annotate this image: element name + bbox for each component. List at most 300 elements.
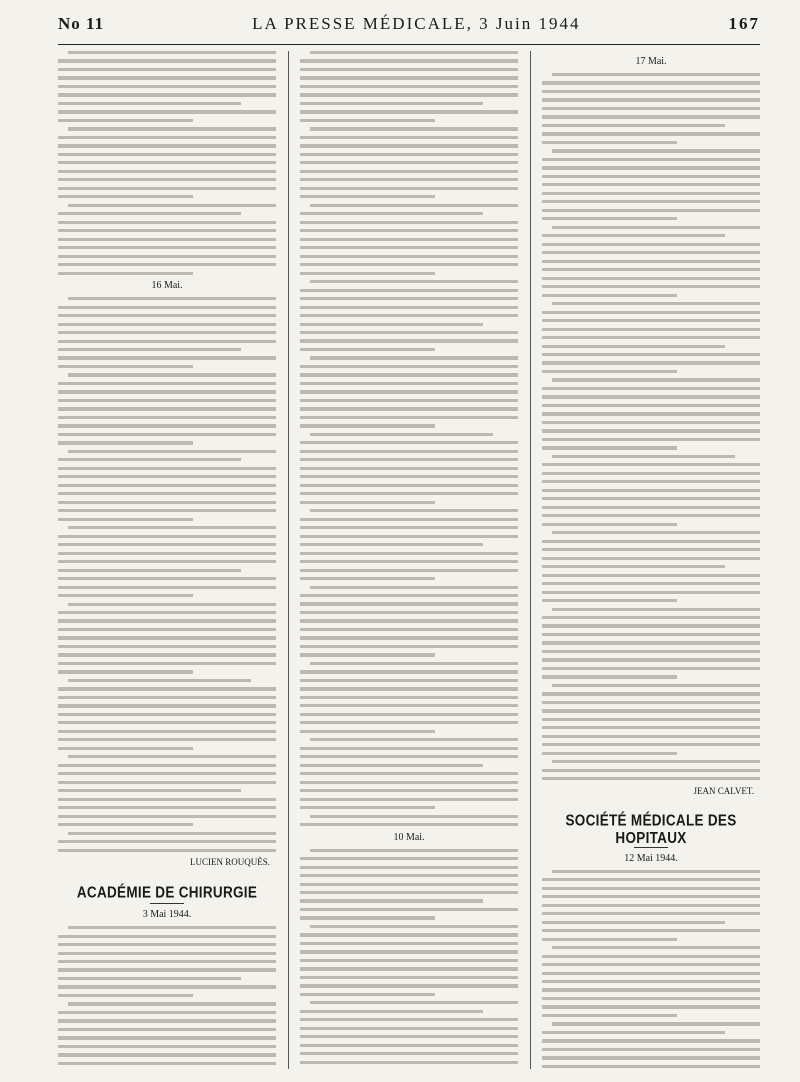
text-line-placeholder (300, 916, 435, 919)
text-line-placeholder (542, 234, 725, 237)
text-line-placeholder (300, 331, 518, 334)
text-line-placeholder (542, 718, 760, 721)
text-line-placeholder (300, 772, 518, 775)
text-line-placeholder (542, 489, 760, 492)
text-line-placeholder (300, 323, 483, 326)
text-line-placeholder (58, 806, 276, 809)
text-line-placeholder (542, 200, 760, 203)
text-line-placeholder (300, 1035, 518, 1038)
text-line-placeholder (310, 815, 518, 818)
text-line-placeholder (58, 212, 241, 215)
text-line-placeholder (542, 752, 677, 755)
text-line-placeholder (542, 90, 760, 93)
text-line-placeholder (300, 874, 518, 877)
text-line-placeholder (58, 170, 276, 173)
text-line-placeholder (58, 636, 276, 639)
text-line-placeholder (68, 755, 276, 758)
text-line-placeholder (300, 170, 518, 173)
text-line-placeholder (542, 667, 760, 670)
text-line-placeholder (542, 514, 760, 517)
text-line-placeholder (300, 85, 518, 88)
text-line-placeholder (542, 81, 760, 84)
text-line-placeholder (300, 866, 518, 869)
text-line-placeholder (542, 328, 760, 331)
text-line-placeholder (58, 738, 276, 741)
text-block-5 (300, 849, 518, 1069)
text-line-placeholder (300, 339, 518, 342)
text-line-placeholder (58, 161, 276, 164)
text-line-placeholder (300, 857, 518, 860)
text-line-placeholder (300, 569, 518, 572)
text-line-placeholder (58, 314, 276, 317)
column-2 (288, 51, 518, 1069)
text-line-placeholder (542, 955, 760, 958)
text-line-placeholder (300, 976, 518, 979)
text-line-placeholder (542, 446, 677, 449)
text-line-placeholder (58, 823, 193, 826)
text-line-placeholder (542, 709, 760, 712)
text-line-placeholder (542, 395, 760, 398)
text-line-placeholder (300, 450, 518, 453)
text-line-placeholder (300, 399, 518, 402)
text-line-placeholder (542, 387, 760, 390)
text-line-placeholder (552, 684, 760, 687)
text-line-placeholder (58, 178, 276, 181)
text-line-placeholder (300, 781, 518, 784)
text-line-placeholder (58, 577, 276, 580)
text-line-placeholder (58, 849, 276, 852)
text-line-placeholder (300, 373, 518, 376)
text-line-placeholder (58, 645, 276, 648)
text-line-placeholder (542, 904, 760, 907)
text-line-placeholder (542, 243, 760, 246)
text-line-placeholder (58, 1036, 276, 1039)
text-line-placeholder (300, 602, 518, 605)
text-line-placeholder (58, 136, 276, 139)
text-line-placeholder (58, 1053, 276, 1056)
text-line-placeholder (300, 314, 518, 317)
text-line-placeholder (310, 204, 518, 207)
text-line-placeholder (58, 662, 276, 665)
text-line-placeholder (542, 997, 760, 1000)
text-line-placeholder (58, 619, 276, 622)
text-line-placeholder (300, 636, 518, 639)
text-line-placeholder (542, 370, 677, 373)
text-line-placeholder (542, 929, 760, 932)
text-line-placeholder (552, 226, 760, 229)
text-line-placeholder (542, 769, 760, 772)
text-line-placeholder (542, 1048, 760, 1051)
text-line-placeholder (542, 650, 760, 653)
text-line-placeholder (300, 518, 518, 521)
text-line-placeholder (542, 921, 725, 924)
text-line-placeholder (300, 950, 518, 953)
section-rule (634, 847, 668, 848)
text-line-placeholder (300, 594, 518, 597)
text-line-placeholder (58, 518, 193, 521)
text-line-placeholder (58, 935, 276, 938)
text-line-placeholder (58, 535, 276, 538)
text-line-placeholder (300, 891, 518, 894)
text-line-placeholder (58, 221, 276, 224)
text-line-placeholder (58, 994, 193, 997)
text-line-placeholder (58, 1019, 276, 1022)
text-line-placeholder (542, 404, 760, 407)
text-line-placeholder (300, 93, 518, 96)
text-line-placeholder (542, 412, 760, 415)
text-line-placeholder (542, 472, 760, 475)
text-line-placeholder (58, 416, 276, 419)
text-line-placeholder (542, 506, 760, 509)
text-line-placeholder (58, 696, 276, 699)
text-line-placeholder (58, 441, 193, 444)
text-line-placeholder (58, 569, 241, 572)
text-line-placeholder (300, 68, 518, 71)
text-line-placeholder (58, 306, 276, 309)
text-line-placeholder (542, 878, 760, 881)
text-line-placeholder (300, 365, 518, 368)
text-line-placeholder (58, 840, 276, 843)
text-line-placeholder (300, 59, 518, 62)
text-line-placeholder (542, 438, 760, 441)
text-line-placeholder (300, 959, 518, 962)
text-line-placeholder (68, 127, 276, 130)
text-line-placeholder (542, 251, 760, 254)
text-line-placeholder (552, 378, 760, 381)
text-line-placeholder (58, 187, 276, 190)
text-line-placeholder (58, 110, 276, 113)
text-line-placeholder (58, 238, 276, 241)
text-line-placeholder (58, 789, 241, 792)
text-line-placeholder (300, 153, 518, 156)
text-line-placeholder (542, 183, 760, 186)
section-date: 3 Mai 1944. (142, 909, 192, 921)
text-line-placeholder (58, 730, 276, 733)
text-line-placeholder (58, 952, 276, 955)
text-line-placeholder (300, 1027, 518, 1030)
text-line-placeholder (542, 591, 760, 594)
text-line-placeholder (58, 433, 276, 436)
text-line-placeholder (300, 263, 518, 266)
text-line-placeholder (58, 93, 276, 96)
text-line-placeholder (300, 993, 435, 996)
text-line-placeholder (58, 1011, 276, 1014)
text-line-placeholder (68, 51, 276, 54)
text-line-placeholder (58, 229, 276, 232)
text-line-placeholder (542, 429, 760, 432)
text-line-placeholder (542, 895, 760, 898)
text-line-placeholder (300, 382, 518, 385)
text-line-placeholder (542, 1005, 760, 1008)
text-line-placeholder (552, 531, 760, 534)
text-line-placeholder (542, 692, 760, 695)
text-line-placeholder (300, 144, 518, 147)
text-line-placeholder (58, 960, 276, 963)
text-line-placeholder (542, 277, 760, 280)
text-line-placeholder (300, 306, 518, 309)
text-line-placeholder (300, 899, 483, 902)
text-line-placeholder (542, 726, 760, 729)
text-line-placeholder (310, 433, 493, 436)
text-line-placeholder (300, 1061, 518, 1064)
text-line-placeholder (58, 1045, 276, 1048)
masthead (58, 14, 760, 40)
text-line-placeholder (542, 353, 760, 356)
text-line-placeholder (542, 777, 760, 780)
text-line-placeholder (542, 582, 760, 585)
text-line-placeholder (552, 760, 760, 763)
text-line-placeholder (58, 552, 276, 555)
text-line-placeholder (58, 713, 276, 716)
text-line-placeholder (300, 645, 518, 648)
text-line-placeholder (300, 467, 518, 470)
dateline: 17 Mai. (635, 56, 667, 67)
text-line-placeholder (542, 624, 760, 627)
text-line-placeholder (58, 943, 276, 946)
text-line-placeholder (542, 523, 677, 526)
text-line-placeholder (300, 441, 518, 444)
text-line-placeholder (300, 670, 518, 673)
author-signature: LUCIEN ROUQUÈS. (190, 857, 270, 868)
text-line-placeholder (300, 543, 483, 546)
text-line-placeholder (68, 1002, 276, 1005)
dateline: 16 Mai. (151, 280, 183, 292)
text-line-placeholder (552, 73, 760, 76)
text-line-placeholder (58, 764, 276, 767)
text-line-placeholder (300, 484, 518, 487)
text-line-placeholder (58, 798, 276, 801)
text-line-placeholder (552, 302, 760, 305)
text-line-placeholder (300, 933, 518, 936)
dateline: 10 Mai. (393, 831, 425, 843)
text-line-placeholder (542, 938, 677, 941)
text-line-placeholder (68, 204, 276, 207)
text-line-placeholder (68, 450, 276, 453)
text-line-placeholder (58, 815, 276, 818)
journal-title: LA PRESSE MÉDICALE, 3 Juin 1944 (252, 14, 581, 33)
text-line-placeholder (58, 977, 241, 980)
text-line-placeholder (300, 967, 518, 970)
text-line-placeholder (300, 348, 435, 351)
text-line-placeholder (542, 345, 725, 348)
text-line-placeholder (542, 701, 760, 704)
text-line-placeholder (542, 540, 760, 543)
text-line-placeholder (542, 268, 760, 271)
text-line-placeholder (58, 721, 276, 724)
text-line-placeholder (300, 195, 435, 198)
text-line-placeholder (58, 509, 276, 512)
text-line-placeholder (542, 166, 760, 169)
text-line-placeholder (300, 110, 518, 113)
text-line-placeholder (58, 747, 193, 750)
text-line-placeholder (58, 348, 241, 351)
text-line-placeholder (542, 574, 760, 577)
text-line-placeholder (58, 263, 276, 266)
text-line-placeholder (542, 1014, 677, 1017)
text-line-placeholder (58, 68, 276, 71)
text-line-placeholder (542, 124, 725, 127)
text-line-placeholder (542, 107, 760, 110)
text-line-placeholder (300, 212, 483, 215)
text-line-placeholder (542, 421, 760, 424)
text-line-placeholder (300, 942, 518, 945)
text-line-placeholder (300, 577, 435, 580)
text-line-placeholder (300, 76, 518, 79)
text-line-placeholder (58, 484, 276, 487)
text-line-placeholder (300, 416, 518, 419)
text-line-placeholder (58, 704, 276, 707)
text-line-placeholder (542, 735, 760, 738)
text-block-1 (58, 51, 276, 275)
text-line-placeholder (542, 599, 677, 602)
text-line-placeholder (542, 175, 760, 178)
text-line-placeholder (542, 972, 760, 975)
text-line-placeholder (300, 390, 518, 393)
text-line-placeholder (542, 285, 760, 288)
text-line-placeholder (300, 238, 518, 241)
text-line-placeholder (310, 586, 518, 589)
masthead-rule (58, 44, 760, 45)
text-line-placeholder (542, 294, 677, 297)
text-line-placeholder (300, 721, 518, 724)
text-line-placeholder (58, 76, 276, 79)
text-line-placeholder (542, 887, 760, 890)
text-line-placeholder (300, 619, 518, 622)
text-line-placeholder (58, 458, 241, 461)
text-line-placeholder (300, 713, 518, 716)
text-line-placeholder (300, 1010, 483, 1013)
text-line-placeholder (58, 272, 193, 275)
text-line-placeholder (300, 255, 518, 258)
text-line-placeholder (310, 1001, 518, 1004)
text-line-placeholder (542, 616, 760, 619)
text-line-placeholder (58, 323, 276, 326)
text-line-placeholder (300, 687, 518, 690)
text-block-2 (58, 297, 276, 852)
text-line-placeholder (542, 912, 760, 915)
text-line-placeholder (300, 535, 518, 538)
text-line-placeholder (300, 187, 518, 190)
text-line-placeholder (542, 132, 760, 135)
text-line-placeholder (58, 144, 276, 147)
text-line-placeholder (542, 743, 760, 746)
text-line-placeholder (300, 704, 518, 707)
author-signature: JEAN CALVET. (693, 785, 754, 796)
text-line-placeholder (58, 475, 276, 478)
text-line-placeholder (310, 51, 518, 54)
text-line-placeholder (58, 543, 276, 546)
text-line-placeholder (300, 823, 518, 826)
text-line-placeholder (58, 119, 193, 122)
text-line-placeholder (300, 272, 435, 275)
text-line-placeholder (58, 467, 276, 470)
text-line-placeholder (300, 221, 518, 224)
text-line-placeholder (58, 781, 276, 784)
text-line-placeholder (300, 246, 518, 249)
text-line-placeholder (310, 849, 518, 852)
text-line-placeholder (58, 407, 276, 410)
text-line-placeholder (58, 628, 276, 631)
text-line-placeholder (310, 356, 518, 359)
text-line-placeholder (300, 764, 483, 767)
column-3 (530, 51, 760, 1069)
text-line-placeholder (300, 458, 518, 461)
page-number: 167 (728, 14, 760, 33)
section-title: ACADÉMIE DE CHIRURGIE (76, 883, 258, 902)
text-block-6 (542, 73, 760, 780)
text-line-placeholder (68, 603, 276, 606)
text-line-placeholder (542, 980, 760, 983)
text-line-placeholder (58, 246, 276, 249)
text-line-placeholder (542, 557, 760, 560)
text-line-placeholder (542, 963, 760, 966)
text-line-placeholder (542, 497, 760, 500)
text-line-placeholder (542, 361, 760, 364)
text-line-placeholder (58, 365, 193, 368)
text-line-placeholder (300, 424, 435, 427)
text-line-placeholder (542, 1039, 760, 1042)
text-line-placeholder (542, 141, 677, 144)
column-1 (58, 51, 276, 1069)
text-line-placeholder (542, 115, 760, 118)
text-line-placeholder (300, 789, 518, 792)
text-line-placeholder (300, 289, 518, 292)
text-line-placeholder (58, 985, 276, 988)
text-line-placeholder (542, 1056, 760, 1059)
text-line-placeholder (58, 670, 193, 673)
text-line-placeholder (542, 548, 760, 551)
text-line-placeholder (542, 319, 760, 322)
text-line-placeholder (552, 455, 735, 458)
text-line-placeholder (310, 509, 518, 512)
text-line-placeholder (552, 870, 760, 873)
text-line-placeholder (542, 658, 760, 661)
text-line-placeholder (300, 178, 518, 181)
text-line-placeholder (58, 390, 276, 393)
text-line-placeholder (542, 565, 725, 568)
text-line-placeholder (552, 1022, 760, 1025)
text-line-placeholder (300, 908, 518, 911)
text-line-placeholder (58, 255, 276, 258)
text-line-placeholder (552, 946, 760, 949)
text-line-placeholder (58, 59, 276, 62)
text-line-placeholder (542, 480, 760, 483)
text-line-placeholder (542, 1031, 725, 1034)
text-line-placeholder (542, 463, 760, 466)
text-line-placeholder (58, 153, 276, 156)
text-line-placeholder (300, 628, 518, 631)
text-line-placeholder (542, 988, 760, 991)
issue-number: No 11 (58, 14, 105, 33)
text-line-placeholder (58, 340, 276, 343)
text-line-placeholder (300, 798, 518, 801)
text-line-placeholder (300, 1044, 518, 1047)
text-line-placeholder (58, 424, 276, 427)
text-line-placeholder (310, 127, 518, 130)
text-line-placeholder (58, 102, 241, 105)
text-block-3 (58, 926, 276, 1069)
text-line-placeholder (58, 611, 276, 614)
text-line-placeholder (310, 280, 518, 283)
text-line-placeholder (68, 832, 276, 835)
text-line-placeholder (300, 407, 518, 410)
text-line-placeholder (542, 336, 760, 339)
text-line-placeholder (68, 373, 276, 376)
text-line-placeholder (300, 229, 518, 232)
text-line-placeholder (300, 102, 483, 105)
text-line-placeholder (58, 772, 276, 775)
text-line-placeholder (300, 475, 518, 478)
